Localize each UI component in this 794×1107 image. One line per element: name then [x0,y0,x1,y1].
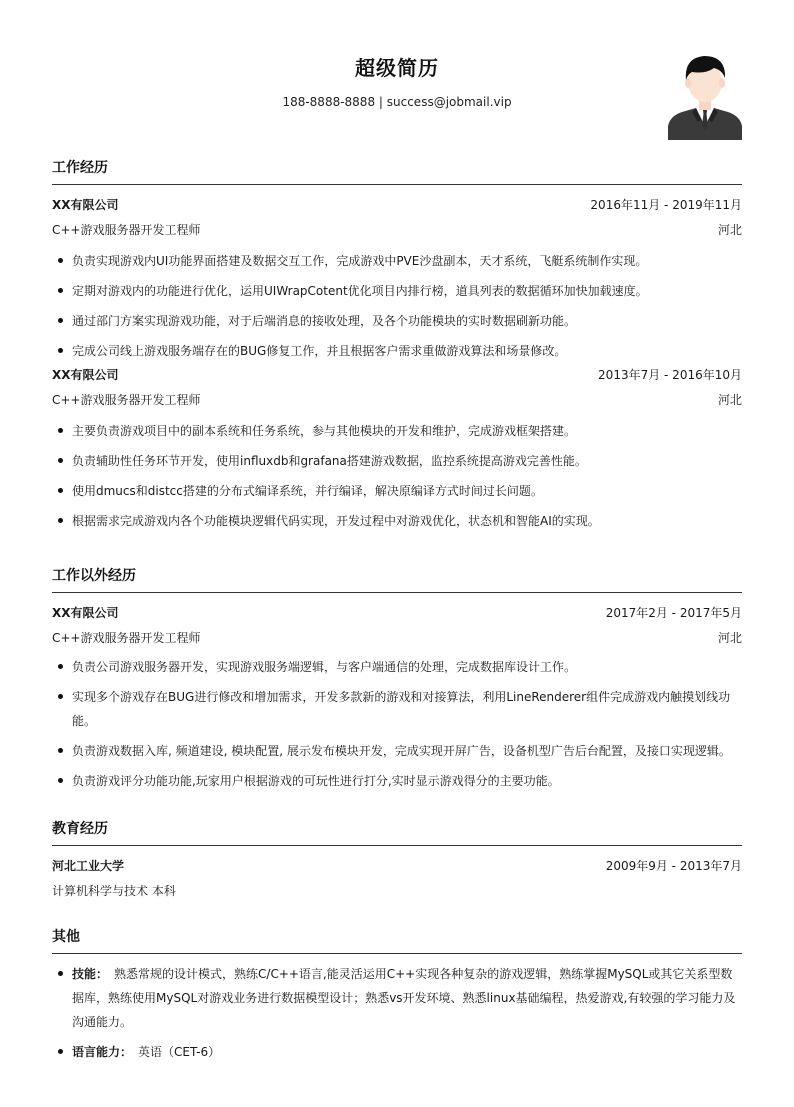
candidate-name: 超级简历 [355,56,439,80]
list-item: 负责游戏评分功能功能,玩家用户根据游戏的可玩性进行打分,实时显示游戏得分的主要功能。 [52,769,742,793]
list-item: 定期对游戏内的功能进行优化，运用UIWrapCotent优化项目内排行榜，道具列表的数据循环加快加载速度。 [52,279,742,303]
list-item: 主要负责游戏项目中的副本系统和任务系统，参与其他模块的开发和维护，完成游戏框架搭建。 [52,419,742,443]
item-text: 熟悉常规的设计模式，熟练C/C++语言,能灵活运用C++实现各种复杂的游戏逻辑，熟练掌握MySQL或其它关系型数据库，熟练使用MySQL对游戏业务进行数据模型设计；熟悉vs开发环境、熟悉linux基础编程，热爱游戏,有较强的学习能力及沟通能力。 [72,967,736,1029]
other-section [52,926,742,1070]
other-list [52,962,742,1064]
list-item: 实现多个游戏存在BUG进行修改和增加需求，开发多款新的游戏和对接算法，利用LineRenderer组件完成游戏内触摸划线功能。 [52,685,742,733]
location: 河北 [717,223,742,237]
work-entry [52,363,742,533]
company-name: XX有限公司 [52,198,119,212]
work-entry [52,193,742,363]
list-item: 根据需求完成游戏内各个功能模块逻辑代码实现，开发过程中对游戏优化，状态机和智能AI的实现。 [52,509,742,533]
duty-list [52,419,742,533]
date-range: 2013年7月 - 2016年10月 [598,368,742,382]
major-degree: 计算机科学与技术 本科 [52,884,176,898]
company-name: XX有限公司 [52,606,119,620]
list-item: 使用dmucs和distcc搭建的分布式编译系统，并行编译，解决原编译方式时间过长问题。 [52,479,742,503]
contact-info: 188-8888-8888 | success@jobmail.vip [282,95,512,109]
item-text: 英语（CET-6） [138,1045,221,1059]
location: 河北 [717,631,742,645]
list-item [52,962,742,1034]
item-label: 技能： [72,967,109,981]
avatar [668,52,742,140]
date-range: 2016年11月 - 2019年11月 [590,198,742,212]
item-label: 语言能力： [72,1045,133,1059]
duty-list [52,655,742,793]
job-title: C++游戏服务器开发工程师 [52,223,201,237]
list-item: 负责实现游戏内UI功能界面搭建及数据交互工作，完成游戏中PVE沙盘副本，天才系统，飞艇系统制作实现。 [52,249,742,273]
job-title: C++游戏服务器开发工程师 [52,631,201,645]
list-item [52,1040,742,1064]
location: 河北 [717,393,742,407]
list-item: 负责游戏数据入库, 频道建设, 模块配置, 展示发布模块开发，完成实现开屏广告，设备机型广告后台配置，及接口实现逻辑。 [52,739,742,763]
extra-entry [52,601,742,793]
list-item: 负责公司游戏服务器开发，实现游戏服务端逻辑，与客户端通信的处理，完成数据库设计工作。 [52,655,742,679]
section-title: 其他 [52,926,742,954]
date-range: 2009年9月 - 2013年7月 [605,859,742,873]
section-title: 教育经历 [52,818,742,846]
extra-experience-section [52,565,742,799]
duty-list [52,249,742,363]
work-experience-section [52,157,742,539]
education-section [52,818,742,904]
school-name: 河北工业大学 [52,859,125,873]
company-name: XX有限公司 [52,368,119,382]
date-range: 2017年2月 - 2017年5月 [605,606,742,620]
job-title: C++游戏服务器开发工程师 [52,393,201,407]
list-item: 负责辅助性任务环节开发，使用influxdb和grafana搭建游戏数据，监控系统提高游戏完善性能。 [52,449,742,473]
list-item: 完成公司线上游戏服务端存在的BUG修复工作，并且根据客户需求重做游戏算法和场景修改。 [52,339,742,363]
list-item: 通过部门方案实现游戏功能，对于后端消息的接收处理，及各个功能模块的实时数据刷新功能。 [52,309,742,333]
section-title: 工作以外经历 [52,565,742,593]
section-title: 工作经历 [52,157,742,185]
